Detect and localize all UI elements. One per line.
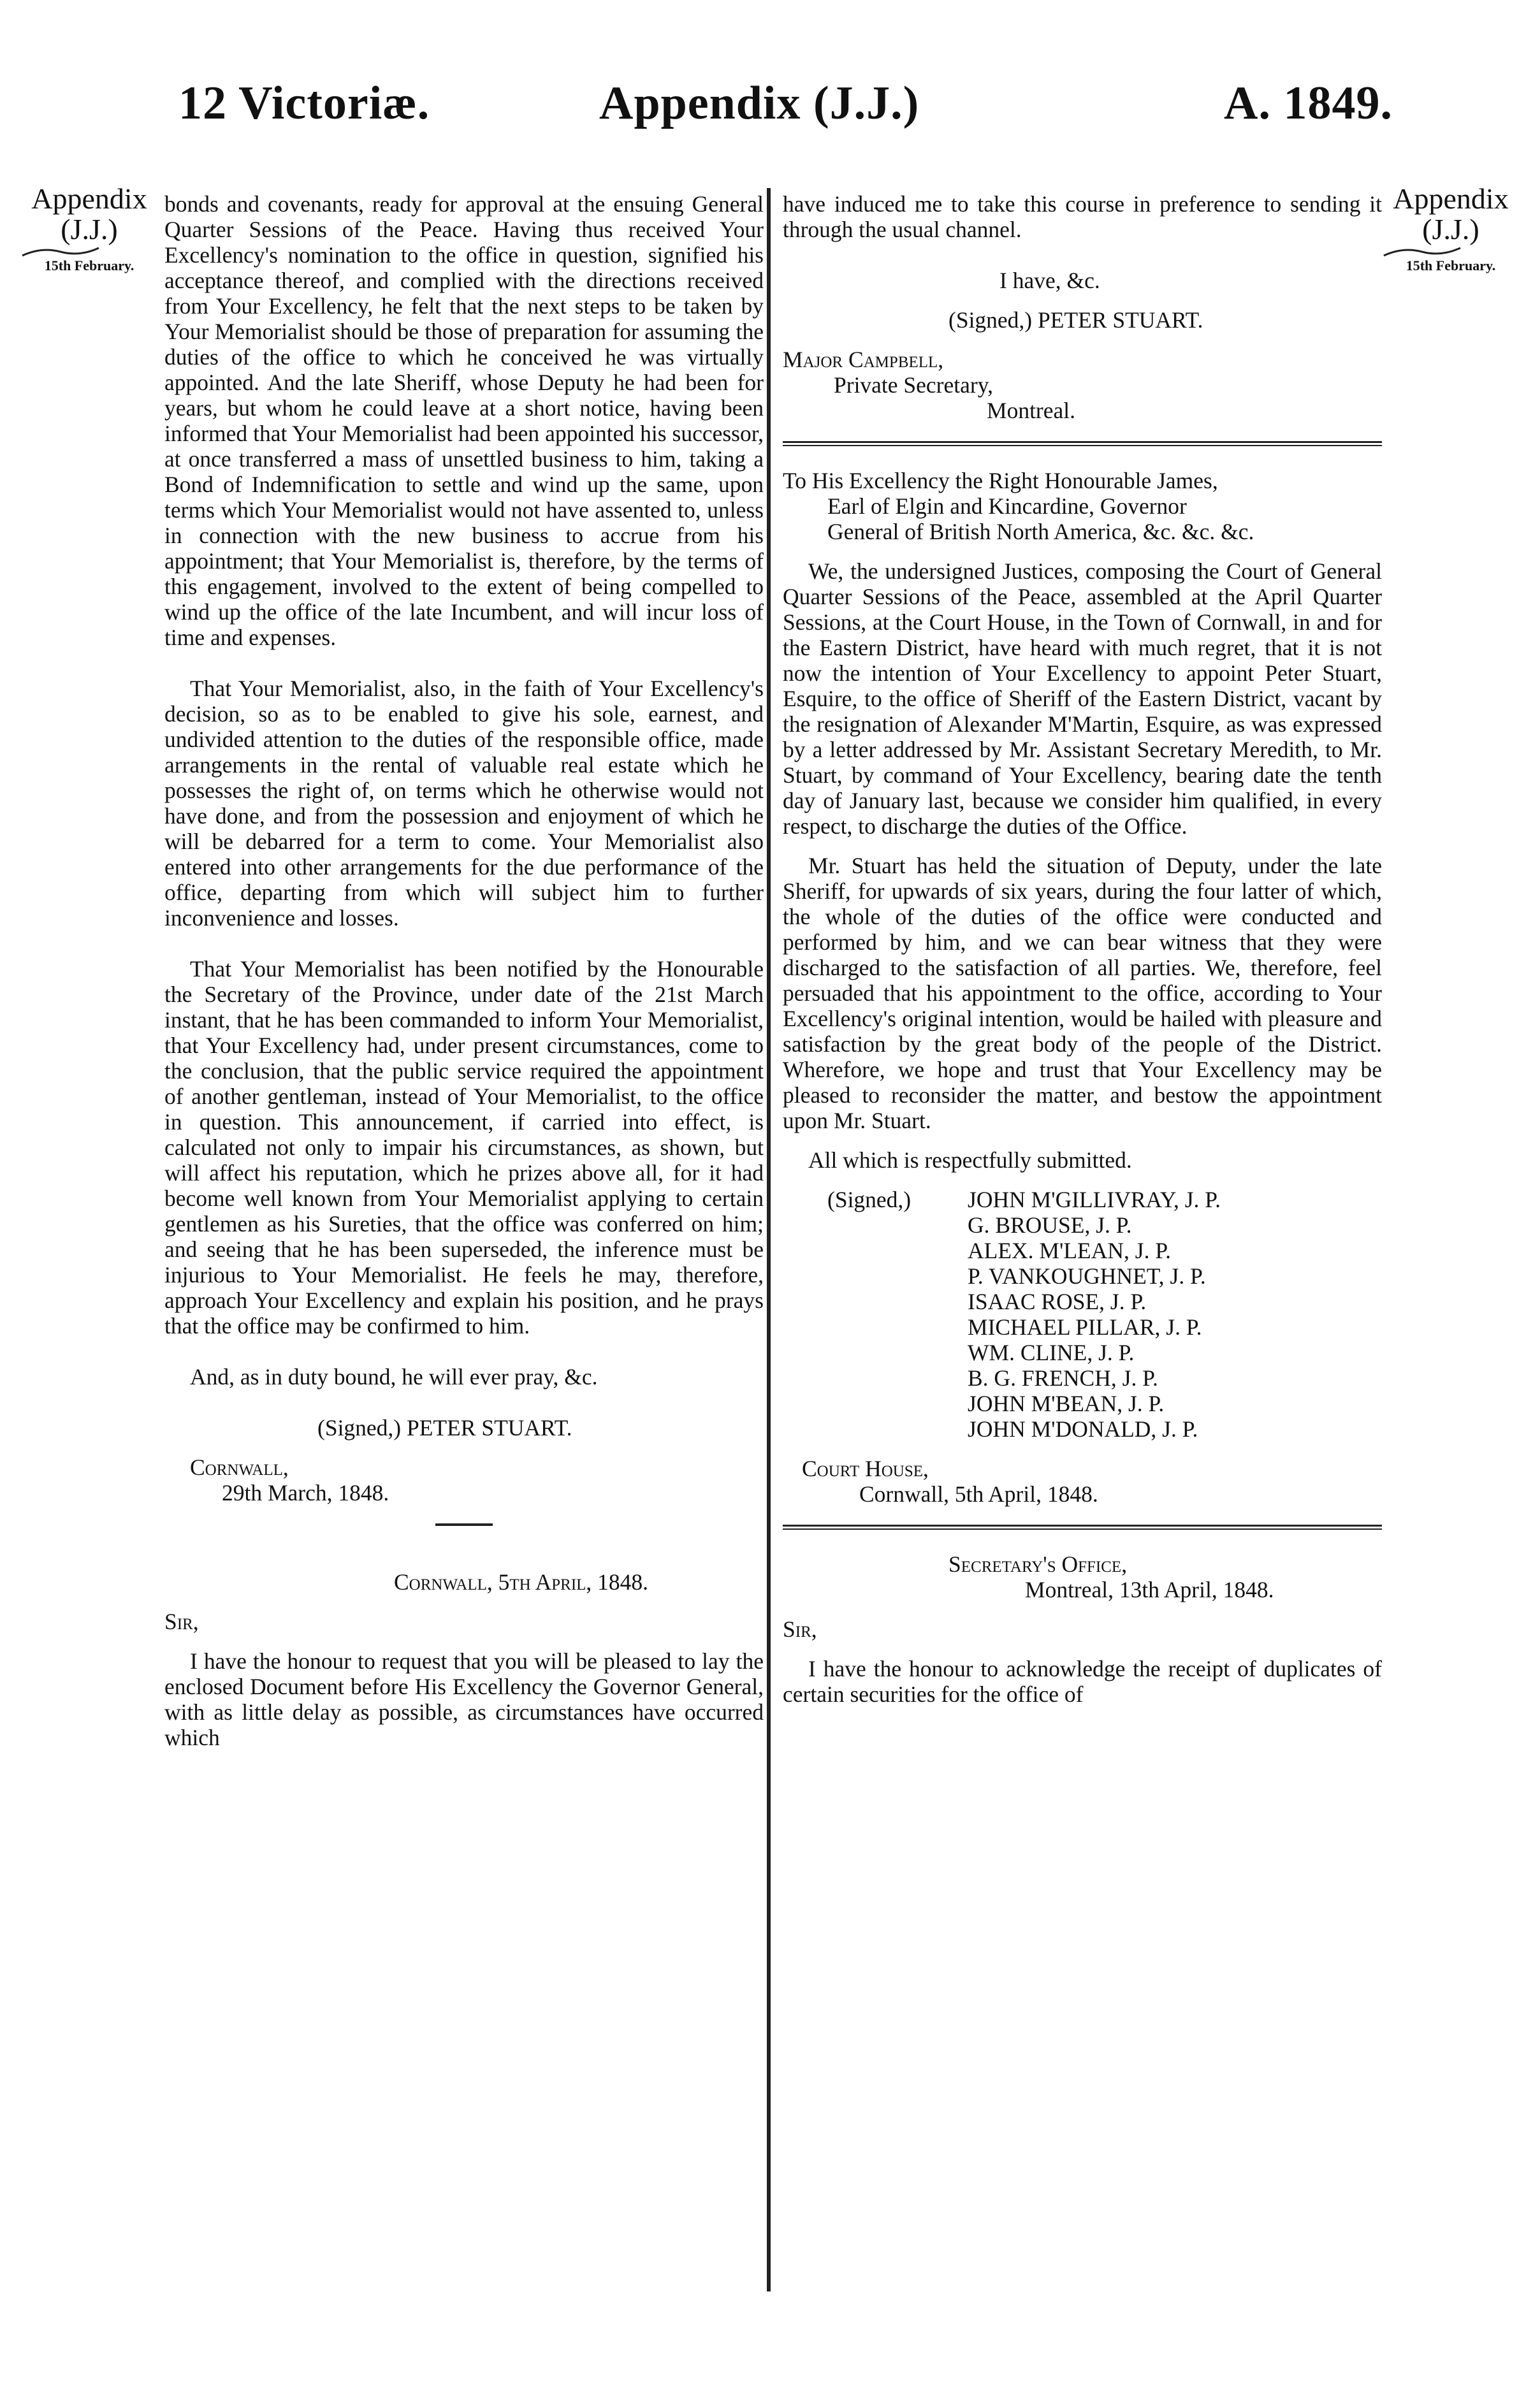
salutation: Sir, xyxy=(164,1609,199,1634)
address-line: General of British North America, &c. &c. &c. xyxy=(827,519,1254,544)
signature-line: (Signed,) PETER STUART. xyxy=(317,1415,572,1441)
letter-paragraph: I have the honour to acknowledge the receipt of duplicates of certain securities for the office of xyxy=(783,1656,1382,1707)
addressee-line: Private Secretary, xyxy=(834,372,994,398)
signatory: JOHN M'GILLIVRAY, J. P. xyxy=(968,1187,1221,1212)
signatory: G. BROUSE, J. P. xyxy=(968,1212,1132,1238)
signatory: ALEX. M'LEAN, J. P. xyxy=(968,1238,1171,1263)
column-divider xyxy=(767,188,771,2291)
left-column xyxy=(164,191,764,1750)
signatory: JOHN M'BEAN, J. P. xyxy=(968,1391,1165,1416)
signed-label: (Signed,) xyxy=(827,1187,912,1212)
margin-date: 15th February. xyxy=(1406,257,1496,273)
letter-dateline: Cornwall, 5th April, 1848. xyxy=(394,1569,649,1595)
closing-line: I have, &c. xyxy=(999,268,1100,293)
address-line: To His Excellency the Right Honourable James, xyxy=(783,468,1218,493)
letter-paragraph: I have the honour to request that you will be pleased to lay the enclosed Document before His Excellency the Governor General, with as little delay as possible, as circumstances have occurred which xyxy=(164,1648,764,1750)
margin-jj: (J.J.) xyxy=(61,213,118,246)
margin-appendix: Appendix xyxy=(1393,182,1509,215)
memorial-paragraph: bonds and covenants, ready for approval at the ensuing General Quarter Sessions of the Peace. Having thus received Your Excellency's nomination to the office in question, signified his acceptance thereof, and complied with the directions received from Your Excellency, he felt that the next steps to be taken by Your Memorialist should be those of preparation for assuming the duties of the office to which he conceived he was virtually appointed. And the late Sheriff, whose Deputy he had been for years, but whom he could leave at a short notice, having been informed that Your Memorialist had been appointed his successor, at once transferred a mass of unsettled business to him, taking a Bond of Indemnification to settle and wind up the same, upon terms which Your Memorialist would not have assented to, unless in connection with the new business to accrue from his appointment; that Your Memorialist is, therefore, by the terms of this engagement, involved to the extent of being compelled to wind up the office of the late Incumbent, and will incur loss of time and expenses. xyxy=(164,191,764,650)
address-line: Earl of Elgin and Kincardine, Governor xyxy=(827,493,1187,519)
place-line: Cornwall, xyxy=(190,1455,289,1480)
margin-appendix: Appendix xyxy=(31,182,147,215)
section-rule xyxy=(783,441,1382,446)
section-rule xyxy=(435,1523,493,1526)
office-line: Secretary's Office, xyxy=(948,1551,1128,1577)
addressee-line: Major Campbell, xyxy=(783,347,944,372)
header-session: 12 Victoriæ. xyxy=(178,77,430,129)
signatory: ISAAC ROSE, J. P. xyxy=(968,1289,1147,1314)
margin-note-right xyxy=(1381,184,1521,273)
memorial-paragraph: That Your Memorialist has been notified by the Honourable the Secretary of the Province, under date of the 21st March instant, that he has been commanded to inform Your Memorialist, that Your Excellency had, under present circumstances, come to the conclusion, that the public service required the appointment of another gentleman, instead of Your Memorialist, to the office in question. This announcement, if carried into effect, is calculated not only to impair his circumstances, as shown, but will affect his reputation, which he prizes above all, for it had become well known from Your Memorialist applying to certain gentlemen as his Sureties, that the office was conferred on him; and seeing that he has been superseded, the inference must be injurious to Your Memorialist. He feels he may, therefore, approach Your Excellency and explain his position, and he prays that the office may be confirmed to him. xyxy=(164,956,764,1339)
signatories-block xyxy=(783,1187,1382,1442)
salutation: Sir, xyxy=(783,1616,817,1642)
signatory: B. G. FRENCH, J. P. xyxy=(968,1365,1158,1391)
signature-line: (Signed,) PETER STUART. xyxy=(948,307,1203,333)
flourish-icon xyxy=(1381,245,1464,258)
flourish-icon xyxy=(19,245,102,258)
header-year: A. 1849. xyxy=(1224,77,1393,129)
memorial-paragraph: That Your Memorialist, also, in the faith of Your Excellency's decision, so as to be enabled to give his sole, earnest, and undivided attention to the duties of the responsible office, made arrangements in the rental of valuable real estate which he possesses the right of, on terms which he otherwise would not have done, and from the possession and enjoyment of which he will be debarred for a term to come. Your Memorialist also entered into other arrangements for the due performance of the office, departing from which will subject him to further inconvenience and losses. xyxy=(164,676,764,931)
margin-jj: (J.J.) xyxy=(1422,213,1479,246)
margin-note-left xyxy=(19,184,159,273)
date-line: Cornwall, 5th April, 1848. xyxy=(859,1481,1098,1507)
signatory: P. VANKOUGHNET, J. P. xyxy=(968,1263,1206,1289)
office-date: Montreal, 13th April, 1848. xyxy=(1025,1577,1274,1602)
petition-closing: All which is respectfully submitted. xyxy=(808,1147,1132,1173)
date-line: 29th March, 1848. xyxy=(222,1480,389,1506)
petition-paragraph: We, the undersigned Justices, composing the Court of General Quarter Sessions of the Peace, assembled at the April Quarter Sessions, at the Court House, in the Town of Cornwall, in and for the Eastern District, have heard with much regret, that it is not now the intention of Your Excellency to appoint Peter Stuart, Esquire, to the office of Sheriff of the Eastern District, vacant by the resignation of Alexander M'Martin, Esquire, as was expressed by a letter addressed by Mr. Assistant Secretary Meredith, to Mr. Stuart, by command of Your Excellency, bearing date the tenth day of January last, because we consider him qualified, in every respect, to discharge the duties of the Office. xyxy=(783,558,1382,839)
section-rule xyxy=(783,1525,1382,1530)
petition-paragraph: Mr. Stuart has held the situation of Deputy, under the late Sheriff, for upwards of six years, during the four latter of which, the whole of the duties of the office were conducted and performed by him, and we can bear witness that they were discharged to the satisfaction of all parties. We, therefore, feel persuaded that his appointment to the office, according to Your Excellency's original intention, would be hailed with pleasure and satisfaction by the great body of the people of the District. Wherefore, we hope and trust that Your Excellency may be pleased to reconsider the matter, and bestow the appointment upon Mr. Stuart. xyxy=(783,853,1382,1133)
addressee-line: Montreal. xyxy=(987,398,1076,423)
right-column xyxy=(783,191,1382,1707)
memorial-prayer: And, as in duty bound, he will ever pray, &c. xyxy=(190,1364,598,1390)
letter-paragraph: have induced me to take this course in preference to sending it through the usual channel. xyxy=(783,191,1382,242)
header-appendix: Appendix (J.J.) xyxy=(599,77,920,129)
signatory: MICHAEL PILLAR, J. P. xyxy=(968,1314,1202,1340)
signatory-list xyxy=(968,1187,1221,1442)
signatory: WM. CLINE, J. P. xyxy=(968,1340,1135,1365)
margin-date: 15th February. xyxy=(44,257,134,273)
place-line: Court House, xyxy=(802,1456,929,1481)
signatory: JOHN M'DONALD, J. P. xyxy=(968,1416,1198,1442)
page-header xyxy=(0,76,1540,147)
